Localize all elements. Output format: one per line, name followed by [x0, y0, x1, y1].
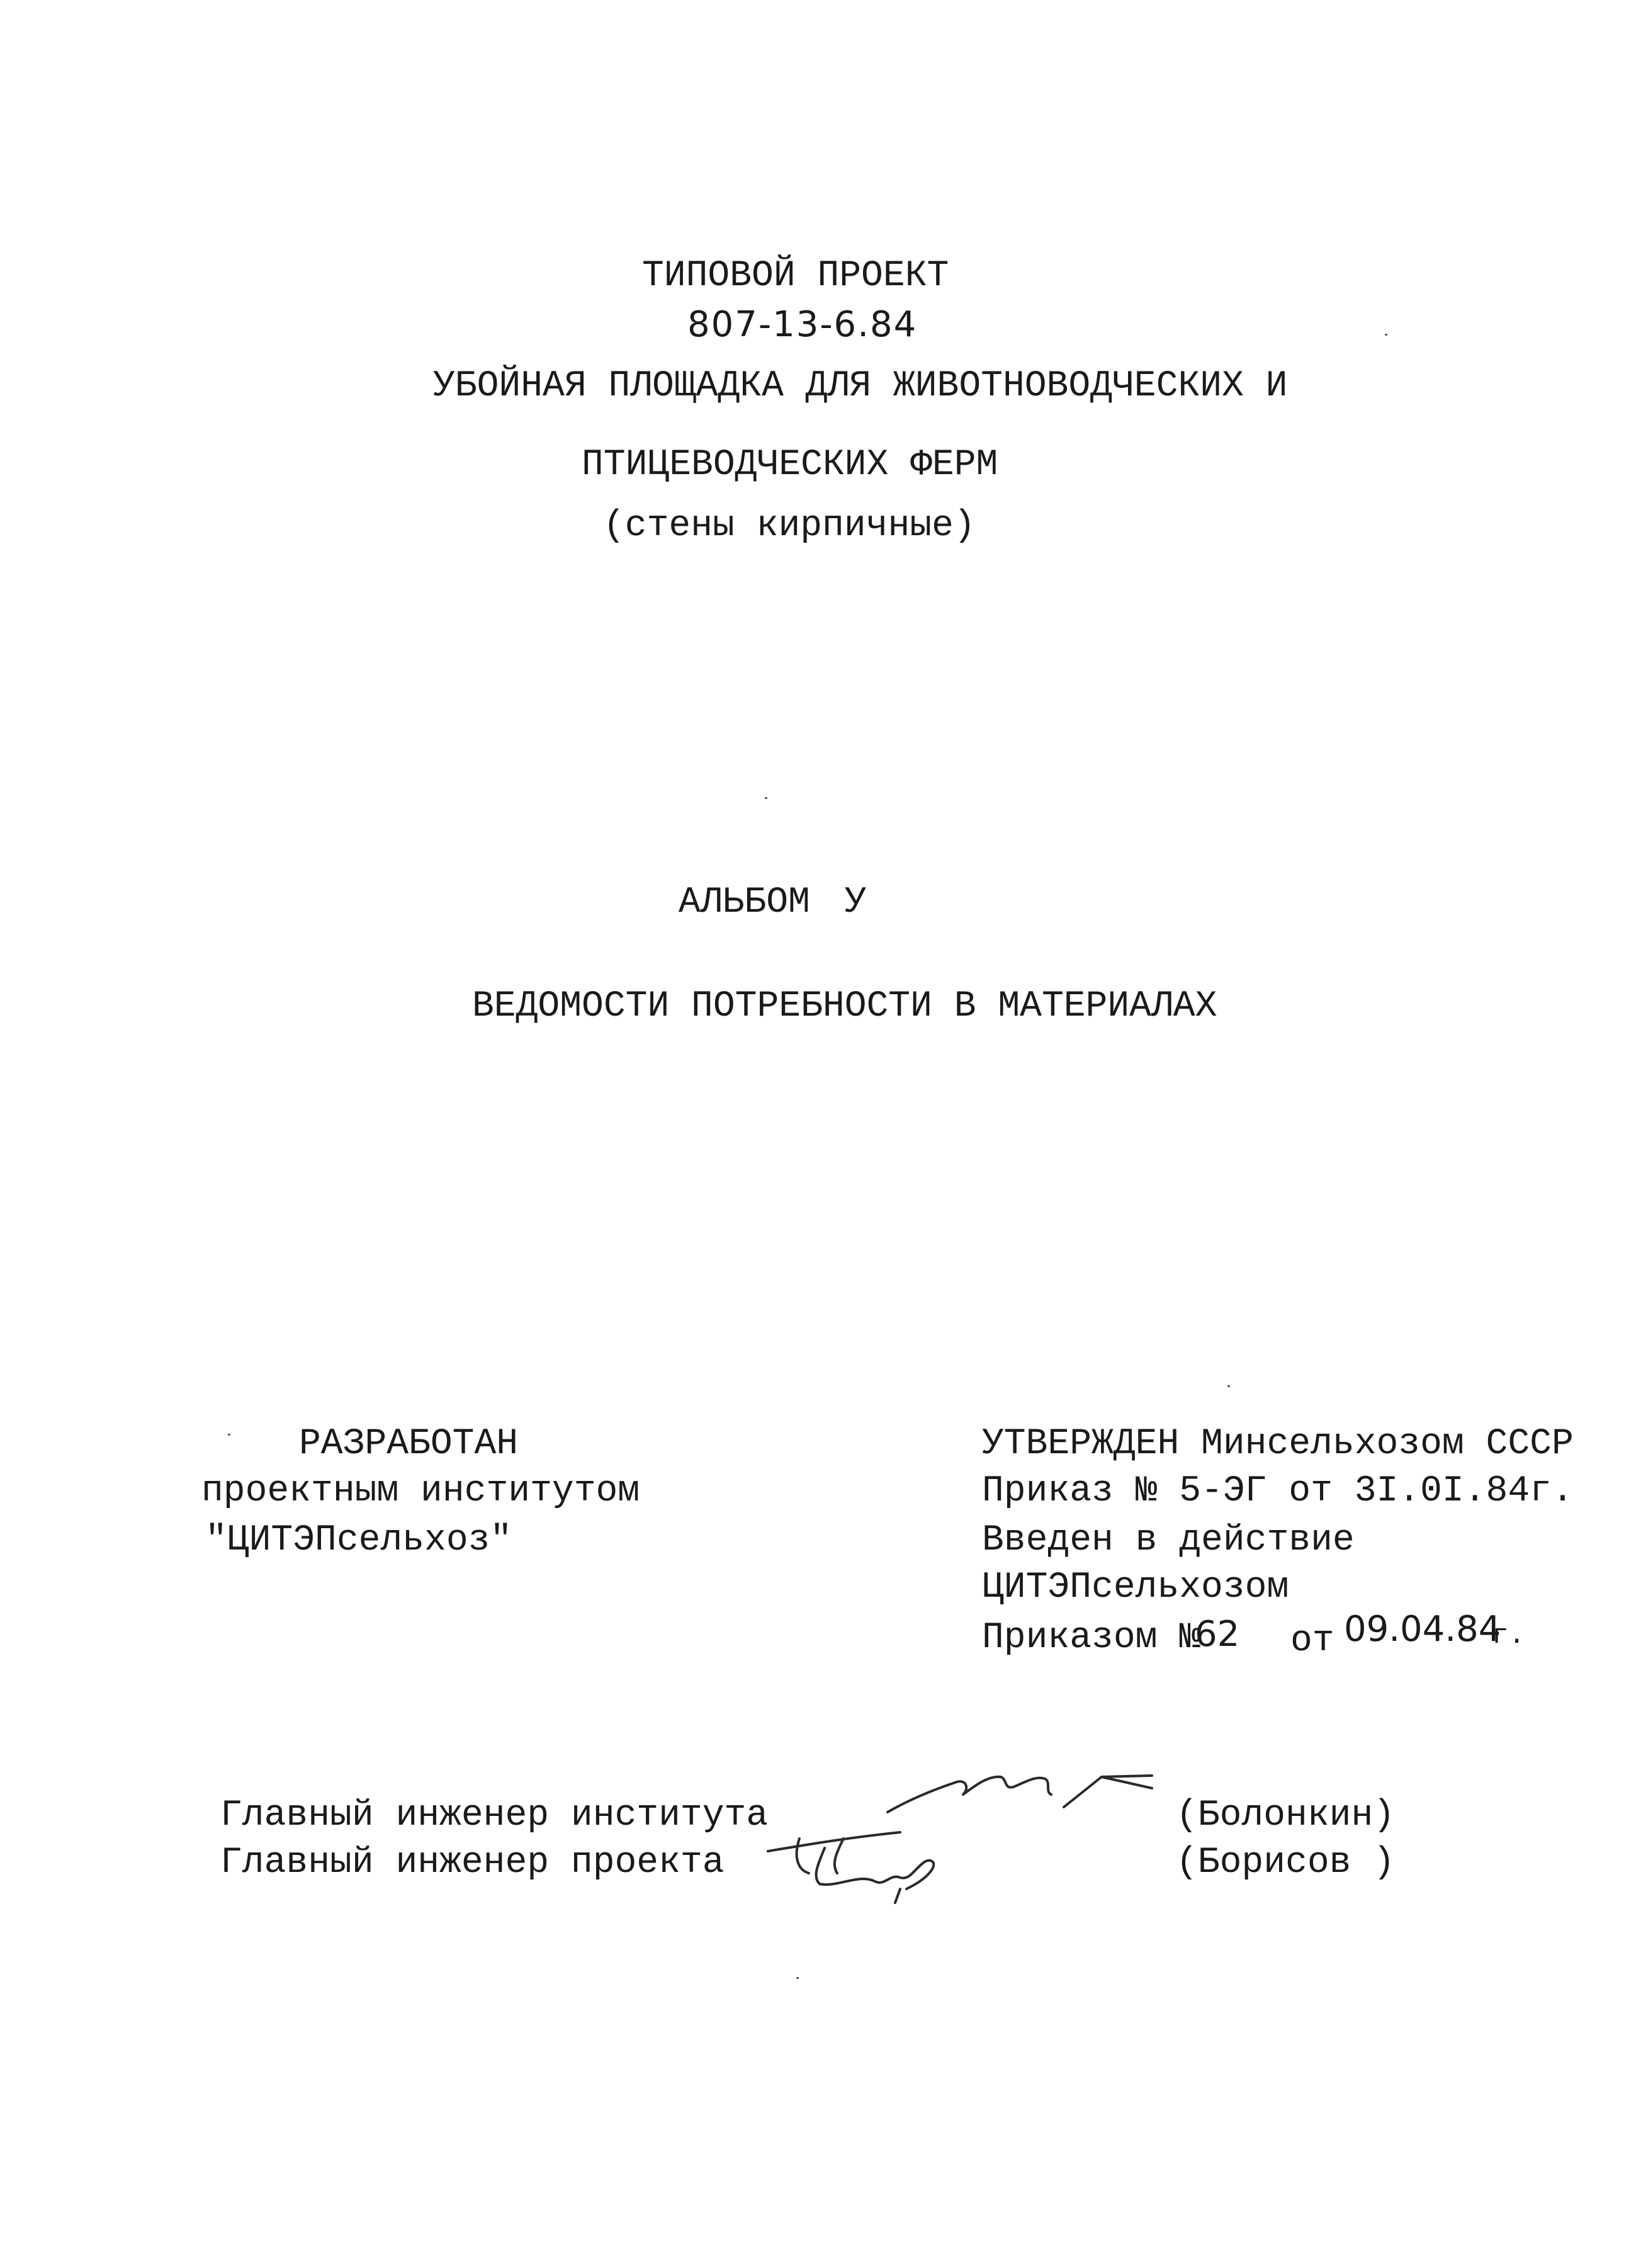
subtitle: (стены кирпичные) [603, 506, 976, 547]
order-date: 09.04.84 [1344, 1609, 1501, 1650]
signature-stroke-6 [835, 1839, 843, 1873]
signature-stroke-1 [888, 1777, 1051, 1812]
developed-line-2: "ЦИТЭПсельхоз" [205, 1520, 512, 1561]
project-number: 807-13-6.84 [687, 304, 918, 345]
signature-role-1: Главный инженер института [220, 1795, 769, 1836]
scan-speck [1227, 1385, 1230, 1387]
album-label: АЛЬБОМ У [679, 882, 867, 923]
approved-line-1: УТВЕРЖДЕН Минсельхозом СССР [982, 1424, 1574, 1465]
signature-stroke-5 [816, 1848, 922, 1885]
approved-line-4: ЦИТЭПсельхозом [982, 1567, 1289, 1608]
scan-speck [1385, 334, 1387, 336]
signature-role-2: Главный инженер проекта [220, 1842, 725, 1883]
title-line-2: ПТИЦЕВОДЧЕСКИХ ФЕРМ [582, 445, 998, 485]
project-type: ТИПОВОЙ ПРОЕКТ [642, 256, 949, 297]
album-description: ВЕДОМОСТИ ПОТРЕБНОСТИ В МАТЕРИАЛАХ [472, 986, 1217, 1027]
approved-line-2: Приказ № 5-ЭГ от 3I.0I.84г. [982, 1471, 1574, 1512]
scan-speck [228, 1434, 230, 1436]
developed-heading: РАЗРАБОТАН [299, 1424, 519, 1465]
handwritten-signatures [749, 1738, 1215, 1927]
developed-line-1: проектным институтом [201, 1471, 640, 1512]
signature-name-1: (Болонкин) [1176, 1795, 1396, 1836]
signature-name-2: (Борисов ) [1176, 1842, 1396, 1883]
scan-speck [796, 1977, 799, 1979]
order-number: 62 [1195, 1614, 1240, 1655]
signature-stroke-8 [895, 1889, 900, 1903]
signature-stroke-2 [1064, 1777, 1152, 1807]
scan-speck [765, 797, 767, 799]
order-date-suffix: г. [1492, 1620, 1525, 1652]
approved-line-5-prefix: Приказом № [982, 1618, 1202, 1658]
signature-stroke-3 [1102, 1776, 1152, 1777]
title-line-1: УБОЙНАЯ ПЛОЩАДКА ДЛЯ ЖИВОТНОВОДЧЕСКИХ И [433, 366, 1288, 407]
signature-stroke-4 [768, 1832, 900, 1851]
approved-line-5-from: от [1290, 1621, 1334, 1662]
approved-line-3: Введен в действие [982, 1520, 1355, 1561]
